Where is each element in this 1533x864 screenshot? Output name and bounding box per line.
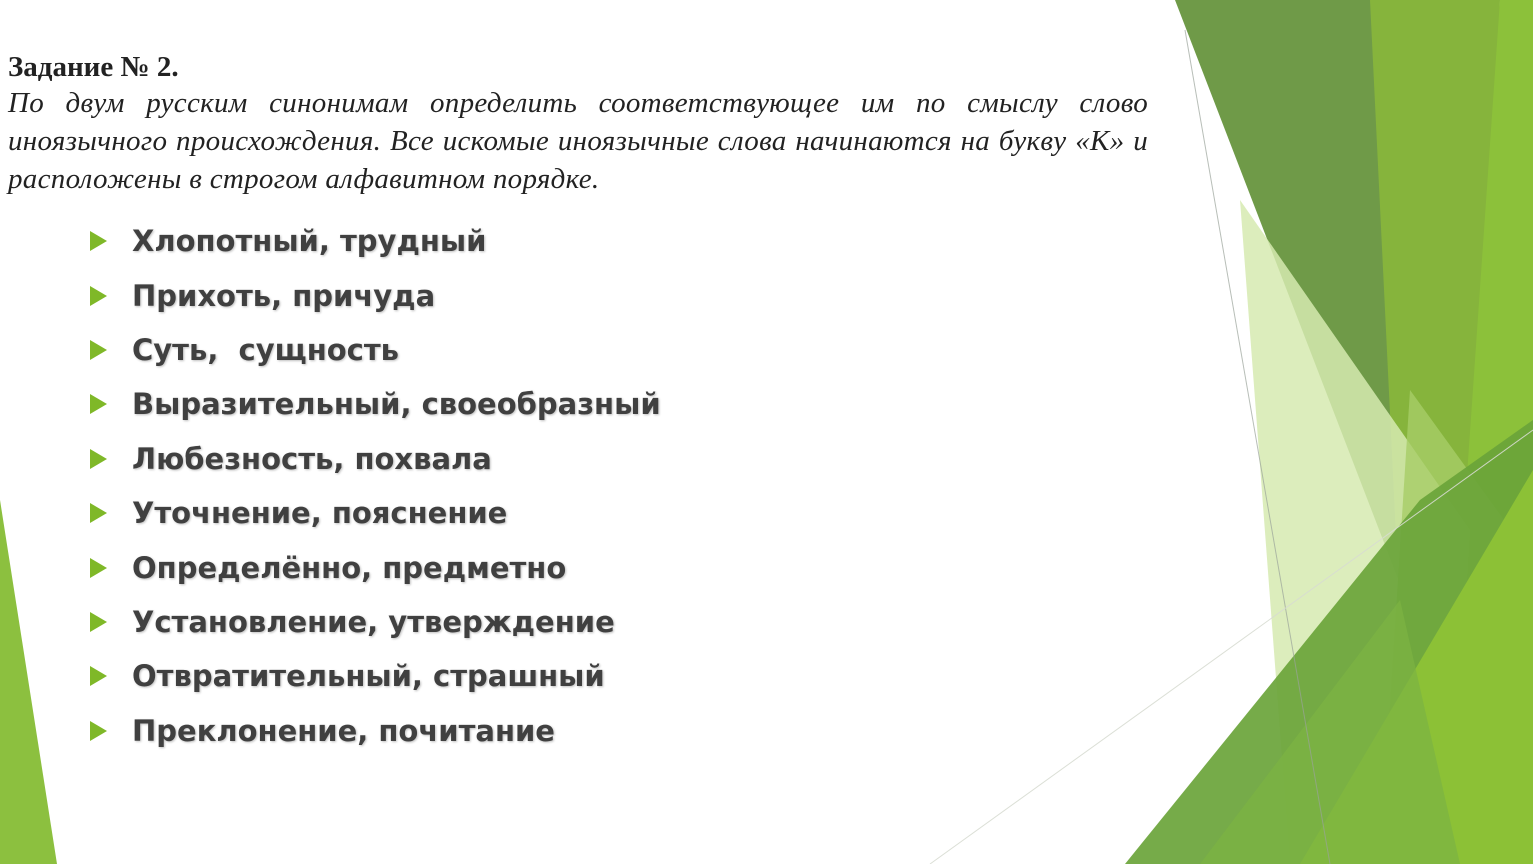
list-item-label: Хлопотный, трудный [132, 224, 487, 259]
list-item [90, 214, 661, 268]
list-item [90, 595, 661, 649]
task-title: Задание № 2. [8, 51, 179, 83]
triangle-right-icon [90, 231, 107, 251]
list-item [90, 540, 661, 594]
list-item [90, 323, 661, 377]
triangle-right-icon [90, 286, 107, 306]
triangle-right-icon [90, 340, 107, 360]
triangle-right-icon [90, 666, 107, 686]
synonym-list [90, 214, 661, 758]
list-item [90, 486, 661, 540]
list-item-label: Суть, сущность [132, 332, 399, 367]
list-item-label: Уточнение, пояснение [132, 496, 508, 531]
list-item-label: Прихоть, причуда [132, 278, 436, 313]
list-item [90, 268, 661, 322]
triangle-right-icon [90, 449, 107, 469]
list-item-label: Отвратительный, страшный [132, 659, 605, 694]
list-item-label: Преклонение, почитание [132, 713, 555, 748]
list-item [90, 432, 661, 486]
list-item [90, 377, 661, 431]
list-item-label: Определённо, предметно [132, 550, 567, 585]
list-item-label: Любезность, похвала [132, 441, 492, 476]
triangle-right-icon [90, 394, 107, 414]
bg-left-wedge [0, 500, 57, 864]
list-item-label: Установление, утверждение [132, 604, 615, 639]
list-item [90, 704, 661, 758]
triangle-right-icon [90, 503, 107, 523]
list-item [90, 649, 661, 703]
triangle-right-icon [90, 612, 107, 632]
list-item-label: Выразительный, своеобразный [132, 387, 661, 422]
task-instruction: По двум русским синонимам определить соответствующее им по смыслу слово иноязычного происхождения. Все искомые иноязычные слова начинаются на букву «К» и расположены в строгом алфавитном порядке. [8, 87, 1148, 195]
triangle-right-icon [90, 721, 107, 741]
task-block [8, 50, 1148, 198]
triangle-right-icon [90, 558, 107, 578]
